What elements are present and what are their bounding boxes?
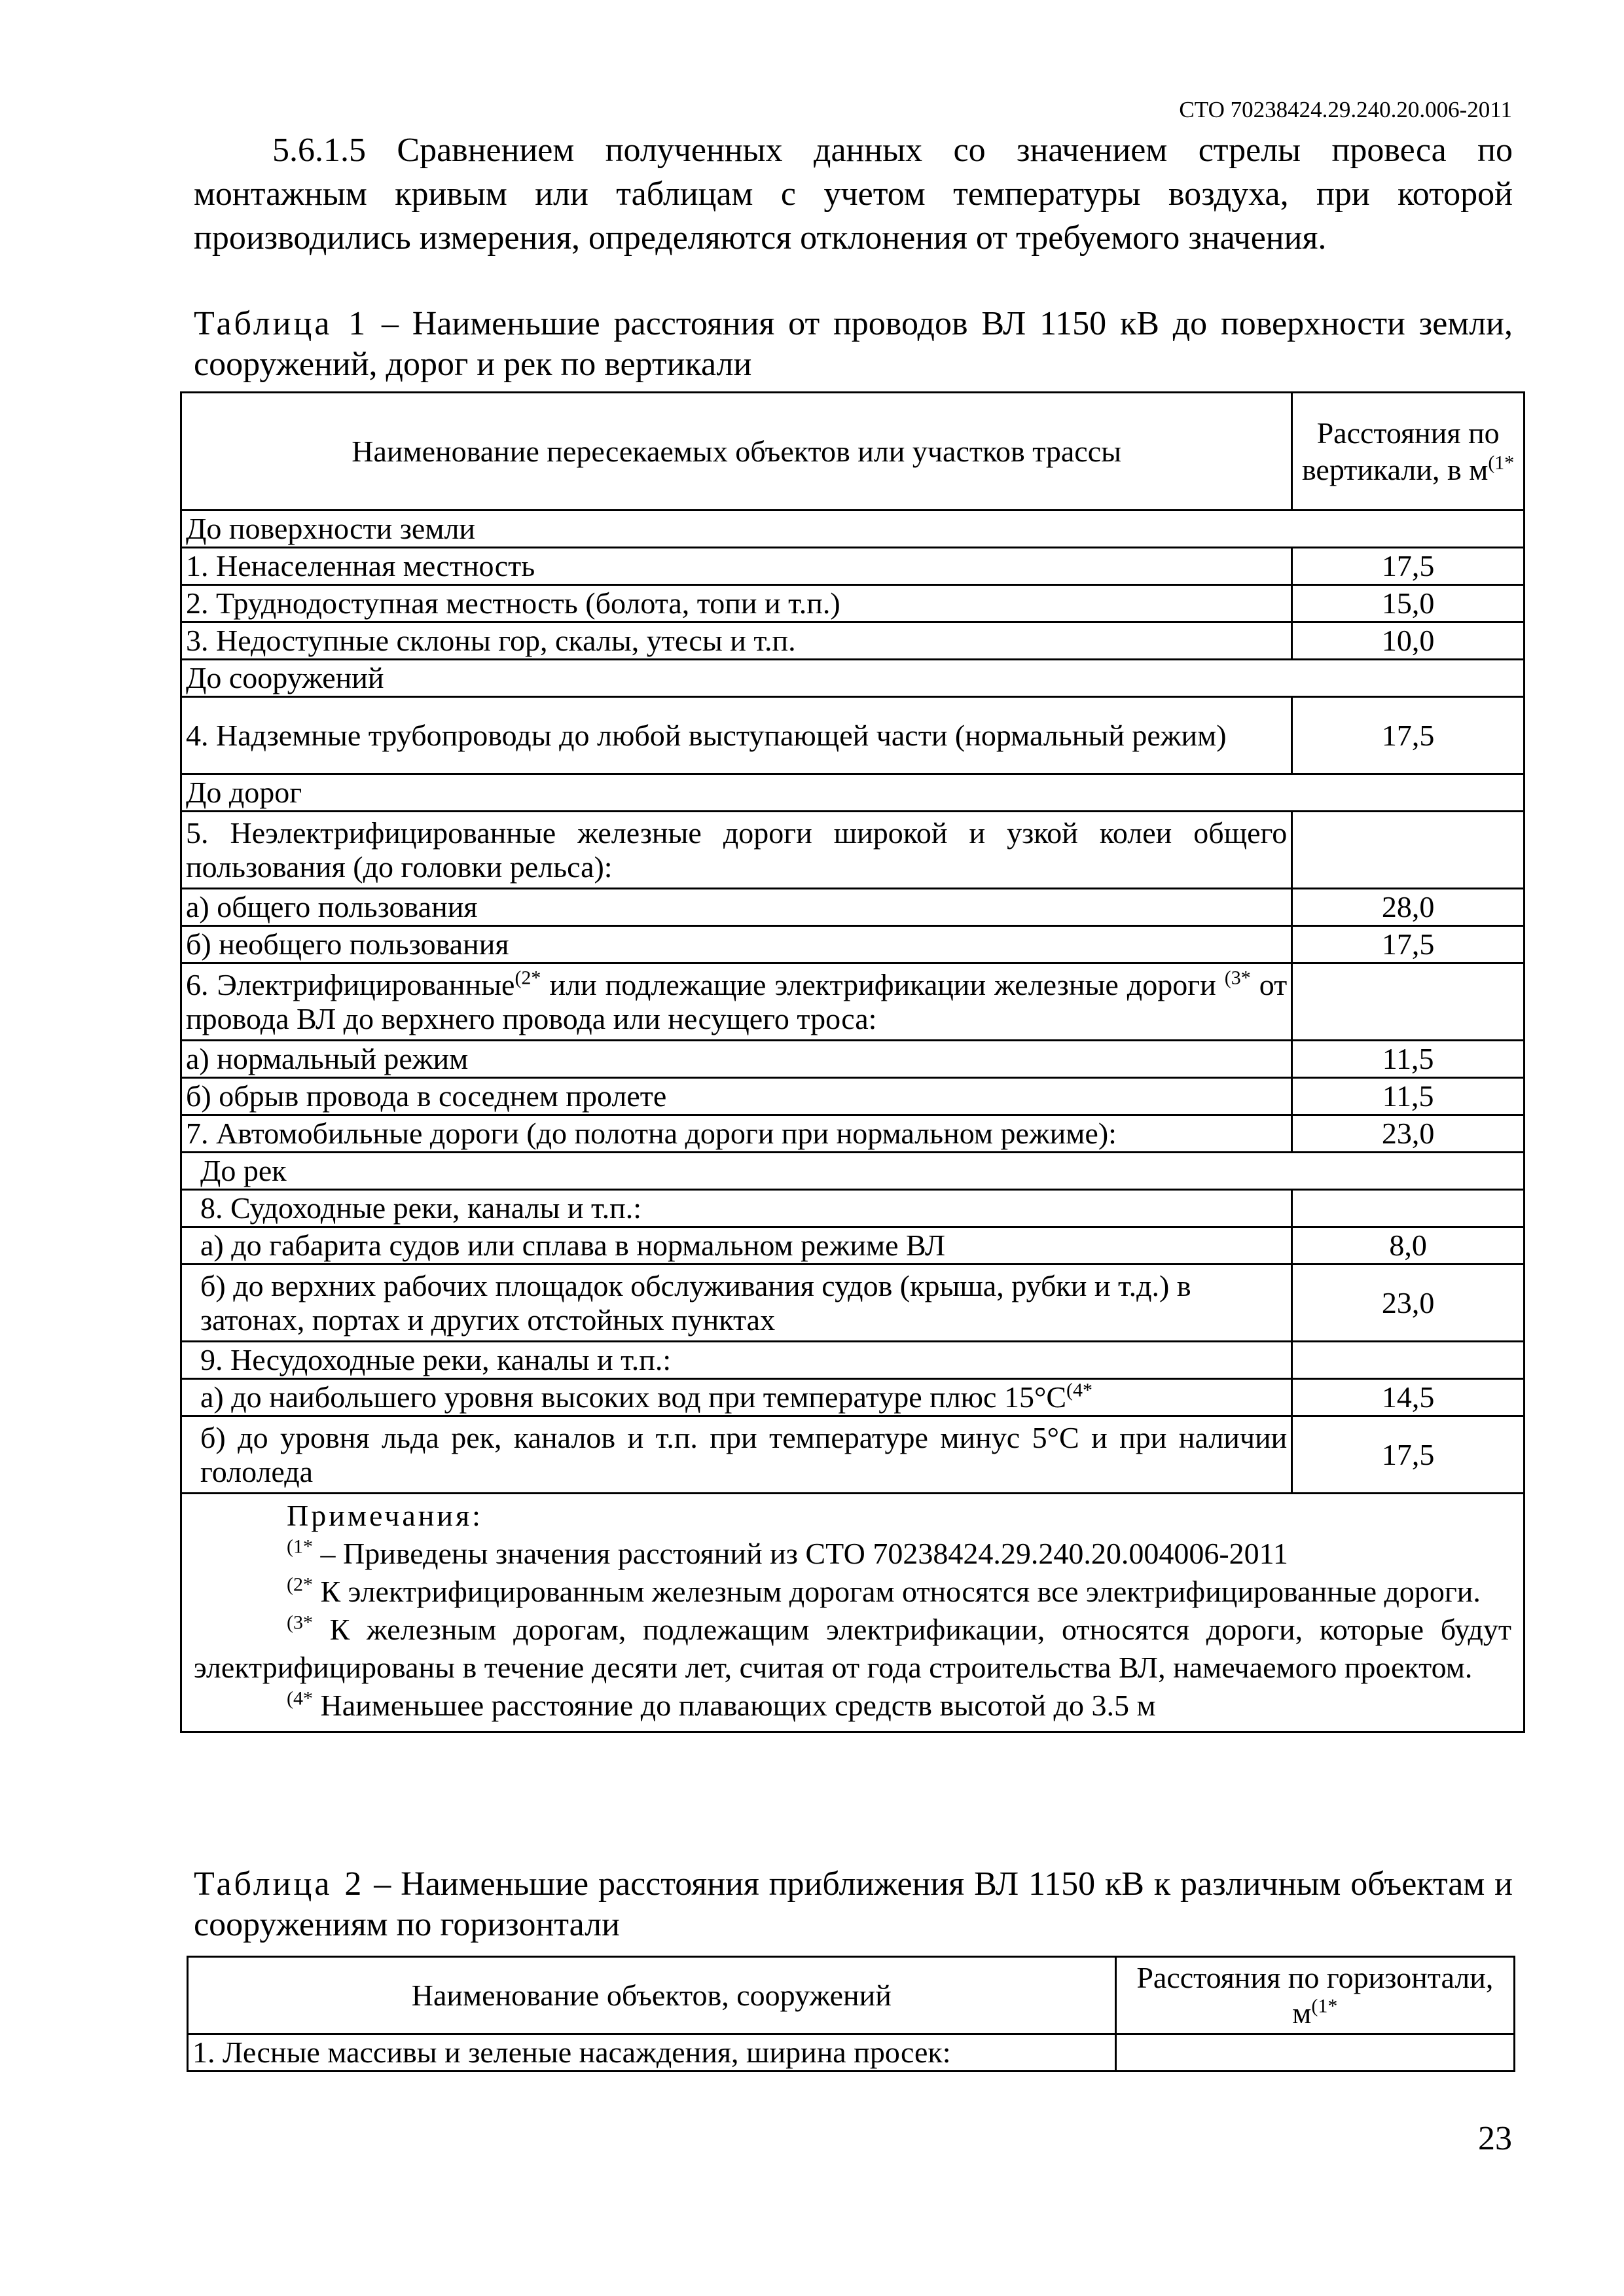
document-code: СТО 70238424.29.240.20.006-2011 [1179,97,1512,122]
table2-caption-label: Таблица 2 [194,1865,365,1903]
table-row: 8. Судоходные реки, каналы и т.п.: [181,1190,1525,1227]
footnote-mark: (4* [1066,1379,1093,1401]
table-row: 1. Ненаселенная местность 17,5 [181,548,1525,585]
note-2: $^{(2*}$ К электрифицированным железным дорогам относятся все электрифицированные дороги. [287,1573,1481,1608]
table-row: б) обрыв провода в соседнем пролете 11,5 [181,1078,1525,1115]
table2-col2-header: Расстояния по горизонтали, $м^{(1*}$ [1115,1957,1514,2034]
note-3: $^{(3*}$ К железным дорогам, подлежащим электрификации, относятся дороги, которые будут электрифицированы в течение десяти лет, считая от года строительства ВЛ, намечаемого проектом. [194,1611,1511,1684]
table-row: а) до габарита судов или сплава в нормальном режиме ВЛ 8,0 [181,1227,1525,1265]
table2-header-row [188,1957,1515,2034]
table1-caption-text: – Наименьшие расстояния от проводов ВЛ 1150 кВ до поверхности земли, сооружений, дорог и рек по вертикали [194,305,1513,383]
note-4: $^{(4*}$ Наименьшее расстояние до плавающих средств высотой до 3.5 м [287,1687,1156,1722]
table1-notes [181,1494,1525,1732]
footnote-mark: (2* [514,967,541,989]
note-1: $^{(1*}$ – Приведены значения расстояний из СТО 70238424.29.240.20.004006-2011 [287,1535,1288,1570]
footnote-mark: (1* [1311,1995,1338,2017]
page-number: 23 [1478,2120,1512,2157]
table-row: 7. Автомобильные дороги (до полотна дороги при нормальном режиме): 23,0 [181,1115,1525,1153]
table-row: б) необщего пользования 17,5 [181,926,1525,963]
intro-text: 5.6.1.5 Сравнением полученных данных со значением стрелы провеса по монтажным кривым или таблицам с учетом температуры воздуха, при которой производились измерения, определяются отклонения от требуемого значения. [194,132,1513,257]
table2-caption-text: – Наименьшие расстояния приближения ВЛ 1150 кВ к различным объектам и сооружениям по горизонтали [194,1865,1513,1943]
table-section-row: До поверхности земли [181,511,1525,548]
footnote-mark: (3* [1224,967,1251,989]
table1-col1-header: Наименование пересекаемых объектов или участков трассы [181,393,1292,511]
table-row: а) нормальный режим 11,5 [181,1041,1525,1078]
table-section-row: До дорог [181,774,1525,812]
table-row: 4. Надземные трубопроводы до любой выступающей части (нормальный режим) 17,5 [181,697,1525,774]
table-row: 9. Несудоходные реки, каналы и т.п.: [181,1342,1525,1379]
table-row: 3. Недоступные склоны гор, скалы, утесы и т.п. 10,0 [181,622,1525,660]
table2 [187,1956,1515,2072]
table-row: 5. Неэлектрифицированные железные дороги широкой и узкой колеи общего пользования (до головки рельса): [181,812,1525,889]
table-row: 2. Труднодоступная местность (болота, топи и т.п.) 15,0 [181,585,1525,622]
table1-caption [194,304,1513,385]
table-row: 6. Электрифицированные$^{(2*}$ или подлежащие электрификации железные дороги $^{(3*}$ от провода ВЛ до верхнего провода или несущего троса: [181,963,1525,1041]
table1-notes-row [181,1494,1525,1732]
table1 [180,391,1525,1733]
table-row: 1. Лесные массивы и зеленые насаждения, ширина просек: [188,2034,1515,2072]
table-row: а) до наибольшего уровня высоких вод при температуре плюс $15^\circ С^{(4*}$ 14,5 [181,1379,1525,1416]
table-section-row: До сооружений [181,660,1525,697]
intro-paragraph [194,128,1513,260]
table1-header-row [181,393,1525,511]
table1-col2-header: Расстояния по вертикали, в $м^{(1*}$ [1292,393,1525,511]
table-row: а) общего пользования 28,0 [181,889,1525,926]
table2-col1-header: Наименование объектов, сооружений [188,1957,1116,2034]
table-row: б) до уровня льда рек, каналов и т.п. при температуре минус 5°С и при наличии гололеда 17,5 [181,1416,1525,1494]
table2-caption [194,1864,1513,1945]
footnote-mark: (1* [1488,452,1515,474]
table-section-row: До рек [181,1153,1525,1190]
notes-title: Примечания: [287,1499,483,1532]
table-row: б) до верхних рабочих площадок обслуживания судов (крыша, рубки и т.д.) в затонах, портах и других отстойных пунктах 23,0 [181,1265,1525,1342]
table1-caption-label: Таблица 1 [194,305,369,342]
